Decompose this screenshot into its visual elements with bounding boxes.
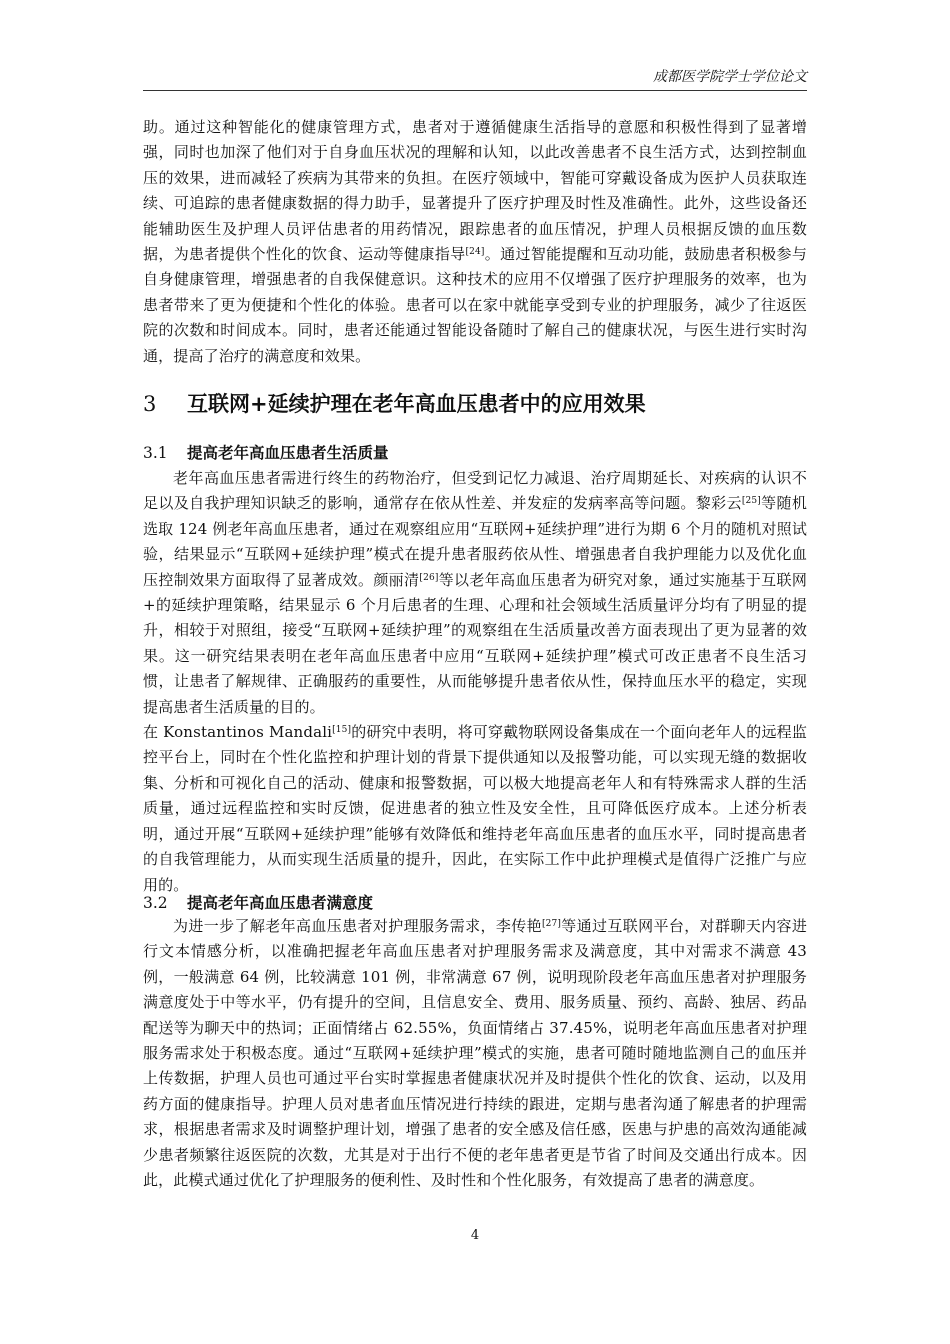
- citation: [27]: [541, 919, 562, 929]
- subsection-title: 提高老年高血压患者生活质量: [187, 444, 389, 462]
- paragraph: 在 Konstantinos Mandali[15]的研究中表明，将可穿戴物联网设备集成在一个面向老年人的远程监控平台上，同时在个性化监控和护理计划的背景下提供通知以及报警功能，可以实现无缝的数据收集、分析和可视化自己的活动、健康和报警数据，可以极大地提高老年人和有特殊需求人群的生活质量，通过远程监控和实时反馈，促进患者的独立性及安全性，且可降低医疗成本。上述分析表明，通过开展“互联网+延续护理”能够有效降低和维持老年高血压患者的血压水平，同时提高患者的自我管理能力，从而实现生活质量的提升，因此，在实际工作中此护理模式是值得广泛推广与应用的。: [143, 723, 807, 894]
- intro-text: 助。通过这种智能化的健康管理方式，患者对于遵循健康生活指导的意愿和积极性得到了显著增强，同时也加深了他们对于自身血压状况的理解和认知，以此改善患者不良生活方式，达到控制血压的效果，进而减轻了疾病为其带来的负担。在医疗领域中，智能可穿戴设备成为医护人员获取连续、可追踪的患者健康数据的得力助手，显著提升了医疗护理及时性及准确性。此外，这些设备还能辅助医生及护理人员评估患者的用药情况，跟踪患者的血压情况，护理人员根据反馈的血压数据，为患者提供个性化的饮食、运动等健康指导[24]。通过智能提醒和互动功能，鼓励患者积极参与自身健康管理，增强患者的自我保健意识。这种技术的应用不仅增强了医疗护理服务的效率，也为患者带来了更为便捷和个性化的体验。患者可以在家中就能享受到专业的护理服务，减少了往返医院的次数和时间成本。同时，患者还能通过智能设备随时了解自己的健康状况，与医生进行实时沟通，提高了治疗的满意度和效果。: [143, 118, 808, 365]
- subsection-heading-3-2: [143, 891, 373, 913]
- header-title: 成都医学院学士学位论文: [653, 69, 807, 85]
- section-title: 互联网+延续护理在老年高血压患者中的应用效果: [187, 392, 646, 416]
- subsection-number: 3.2: [143, 894, 168, 912]
- paragraph: 为进一步了解老年高血压患者对护理服务需求，李传艳[27]等通过互联网平台，对群聊天内容进行文本情感分析，以准确把握老年高血压患者对护理服务需求及满意度，其中对需求不满意 43 例，一般满意 64 例，比较满意 101 例，非常满意 67 例，说明现阶段老年高血压患者对护理服务满意度处于中等水平，仍有提升的空间，且信息安全、费用、服务质量、预约、高龄、独居、药品配送等为聊天中的热词；正面情绪占 62.55%，负面情绪占 37.45%，说明老年高血压患者对护理服务需求处于积极态度。通过“互联网+延续护理”模式的实施，患者可随时随地监测自己的血压并上传数据，护理人员也可通过平台实时掌握患者健康状况并及时提供个性化的饮食、运动，以及用药方面的健康指导。护理人员对患者血压情况进行持续的跟进，定期与患者沟通了解患者的护理需求，根据患者需求及时调整护理计划，增强了患者的安全感及信任感，医患与护患的高效沟通能减少患者频繁往返医院的次数，尤其是对于出行不便的老年患者更是节省了时间及交通出行成本。因此，此模式通过优化了护理服务的便利性、及时性和个性化服务，有效提高了患者的满意度。: [143, 917, 807, 1190]
- citation: [26]: [419, 572, 439, 583]
- section-number: 3: [143, 392, 157, 416]
- subsection-3-2-body: [143, 914, 807, 1193]
- section-heading-3: [143, 388, 646, 418]
- intro-paragraph: [143, 115, 807, 369]
- paragraph: 老年高血压患者需进行终生的药物治疗，但受到记忆力减退、治疗周期延长、对疾病的认识不足以及自我护理知识缺乏的影响，通常存在依从性差、并发症的发病率高等问题。黎彩云[25]等随机选取 124 例老年高血压患者，通过在观察组应用“互联网+延续护理”进行为期 6 个月的随机对照试验，结果显示“互联网+延续护理”模式在提升患者服药依从性、增强患者自我护理能力以及优化血压控制效果方面取得了显著成效。颜丽清[26]等以老年高血压患者为研究对象，通过实施基于互联网+的延续护理策略，结果显示 6 个月后患者的生理、心理和社会领域生活质量评分均有了明显的提升，相较于对照组，接受“互联网+延续护理”的观察组在生活质量改善方面表现出了更为显著的效果。这一研究结果表明在老年高血压患者中应用“互联网+延续护理”模式可改正患者不良生活习惯，让患者了解规律、正确服药的重要性，从而能够提升患者依从性，保持血压水平的稳定，实现提高患者生活质量的目的。: [143, 469, 808, 716]
- page-number: 4: [470, 1228, 480, 1243]
- citation: [15]: [332, 725, 352, 736]
- citation: [25]: [741, 496, 761, 507]
- subsection-heading-3-1: [143, 441, 389, 463]
- subsection-title: 提高老年高血压患者满意度: [187, 894, 374, 912]
- running-header: [143, 66, 807, 91]
- subsection-3-1-body: [143, 466, 807, 898]
- citation: [24]: [465, 247, 485, 258]
- subsection-number: 3.1: [143, 444, 168, 462]
